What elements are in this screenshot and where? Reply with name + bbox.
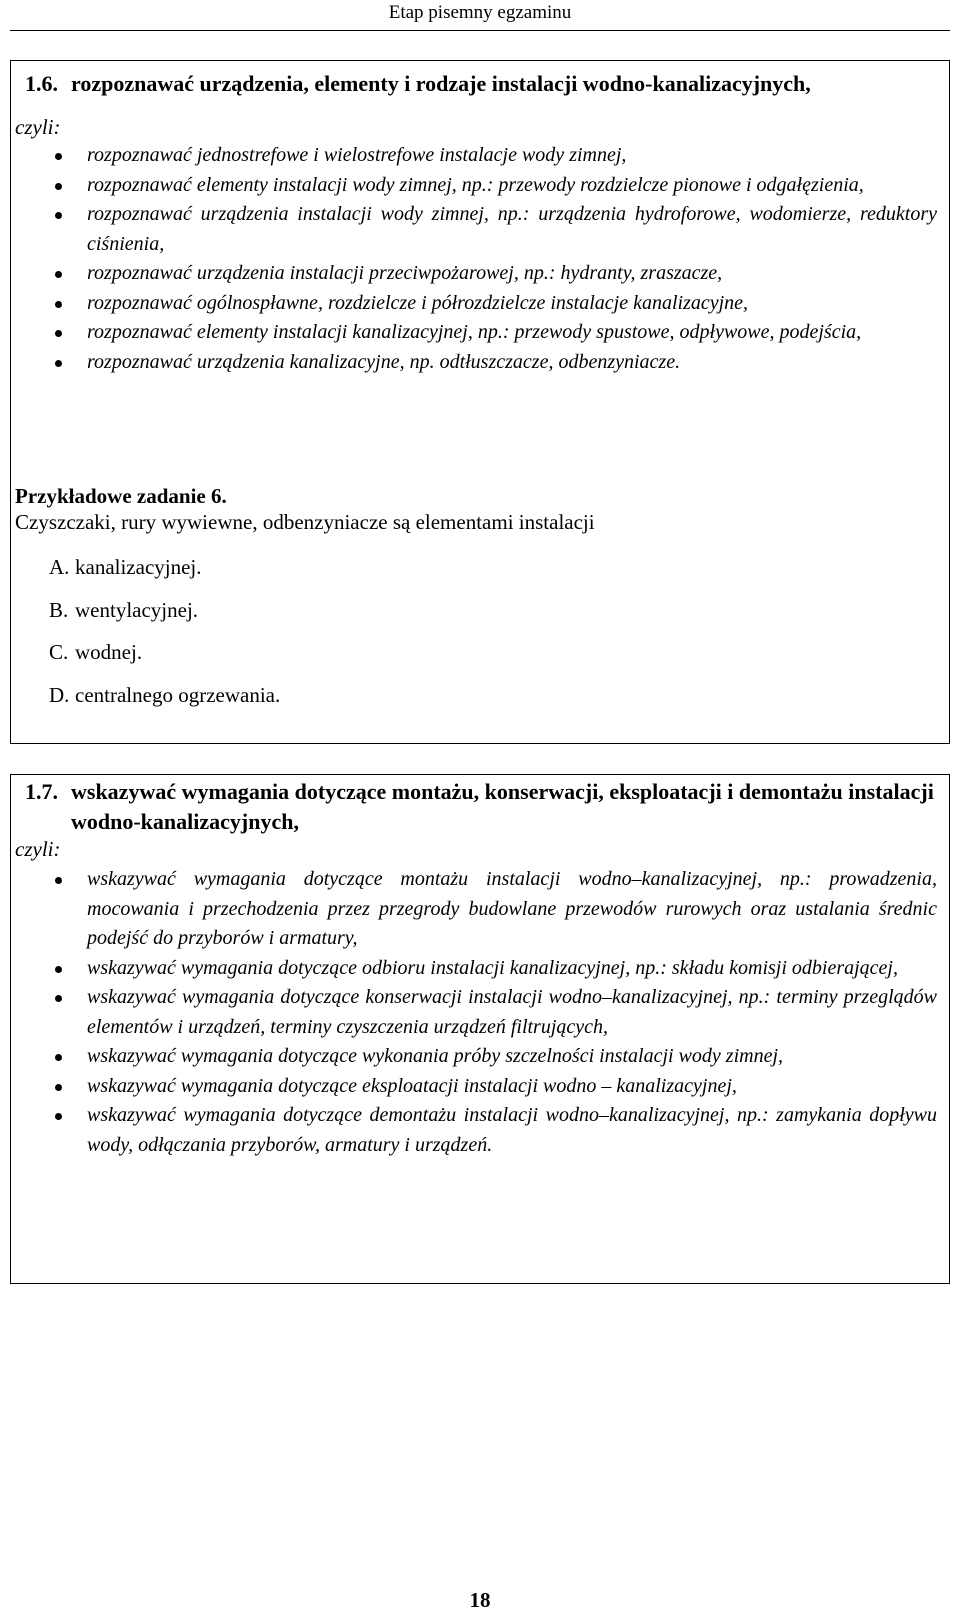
answer-option-b[interactable]: B. wentylacyjnej.	[49, 597, 199, 622]
header-divider	[10, 30, 950, 31]
section-1-6-heading	[25, 69, 935, 99]
czyli-label: czyli:	[15, 837, 61, 861]
list-item: rozpoznawać elementy instalacji wody zimnej, np.: przewody rozdzielcze pionowe i odgałęzienia,	[55, 171, 937, 201]
requirements-list	[55, 865, 937, 1160]
list-item: wskazywać wymagania dotyczące eksploatacji instalacji wodno – kanalizacyjnej,	[55, 1072, 937, 1102]
list-item: wskazywać wymagania dotyczące konserwacji instalacji wodno–kanalizacyjnej, np.: terminy przeglądów elementów i urządzeń, terminy czyszczenia urządzeń filtrujących,	[55, 983, 937, 1042]
list-item: wskazywać wymagania dotyczące demontażu instalacji wodno–kanalizacyjnej, np.: zamykania dopływu wody, odłączania przyborów, armatury i urządzeń.	[55, 1101, 937, 1160]
bullet-icon	[55, 995, 62, 1002]
example-task-title: Przykładowe zadanie 6.	[15, 484, 227, 508]
bullet-icon	[55, 877, 62, 884]
page-header: Etap pisemny egzaminu	[388, 2, 572, 23]
answer-option-c[interactable]: C. wodnej.	[49, 640, 143, 664]
requirements-list	[55, 141, 937, 377]
bullet-icon	[55, 1084, 62, 1091]
list-item: rozpoznawać elementy instalacji kanalizacyjnej, np.: przewody spustowe, odpływowe, podejścia,	[55, 318, 937, 348]
section-title: wskazywać wymagania dotyczące montażu, konserwacji, eksploatacji i demontażu instalacji wodno-kanalizacyjnych,	[71, 779, 934, 834]
bullet-icon	[55, 966, 62, 973]
section-title: rozpoznawać urządzenia, elementy i rodzaje instalacji wodno-kanalizacyjnych,	[71, 71, 811, 96]
list-item: wskazywać wymagania dotyczące odbioru instalacji kanalizacyjnej, np.: składu komisji odbierającej,	[55, 954, 937, 984]
answer-options	[49, 546, 280, 716]
bullet-icon	[55, 1054, 62, 1061]
list-item: rozpoznawać urządzenia instalacji przeciwpożarowej, np.: hydranty, zraszacze,	[55, 259, 937, 289]
czyli-label: czyli:	[15, 115, 61, 139]
list-item: rozpoznawać urządzenia instalacji wody zimnej, np.: urządzenia hydroforowe, wodomierze, reduktory ciśnienia,	[55, 200, 937, 259]
section-number: 1.7.	[25, 779, 58, 804]
list-item: wskazywać wymagania dotyczące montażu instalacji wodno–kanalizacyjnej, np.: prowadzenia, mocowania i przechodzenia przez przegrody budowlane przewodów rurowych oraz ustalania średnic podejść do przyborów i armatury,	[55, 865, 937, 954]
example-task-question: Czyszczaki, rury wywiewne, odbenzyniacze są elementami instalacji	[15, 510, 595, 534]
bullet-icon	[55, 330, 62, 337]
list-item: rozpoznawać ogólnospławne, rozdzielcze i półrozdzielcze instalacje kanalizacyjne,	[55, 289, 937, 319]
bullet-icon	[55, 360, 62, 367]
bullet-icon	[55, 1113, 62, 1120]
list-item: rozpoznawać urządzenia kanalizacyjne, np. odtłuszczacze, odbenzyniacze.	[55, 348, 937, 378]
section-number: 1.6.	[25, 71, 58, 96]
bullet-icon	[55, 212, 62, 219]
bullet-icon	[55, 271, 62, 278]
page-number: 18	[469, 1588, 491, 1612]
section-1-7-heading	[25, 777, 941, 837]
bullet-icon	[55, 153, 62, 160]
list-item: rozpoznawać jednostrefowe i wielostrefowe instalacje wody zimnej,	[55, 141, 937, 171]
answer-option-d[interactable]: D. centralnego ogrzewania.	[49, 682, 281, 707]
bullet-icon	[55, 301, 62, 308]
list-item: wskazywać wymagania dotyczące wykonania próby szczelności instalacji wody zimnej,	[55, 1042, 937, 1072]
bullet-icon	[55, 183, 62, 190]
answer-option-a[interactable]: A. kanalizacyjnej.	[49, 555, 202, 579]
section-1-7-box	[10, 774, 950, 1284]
section-1-6-box	[10, 60, 950, 744]
